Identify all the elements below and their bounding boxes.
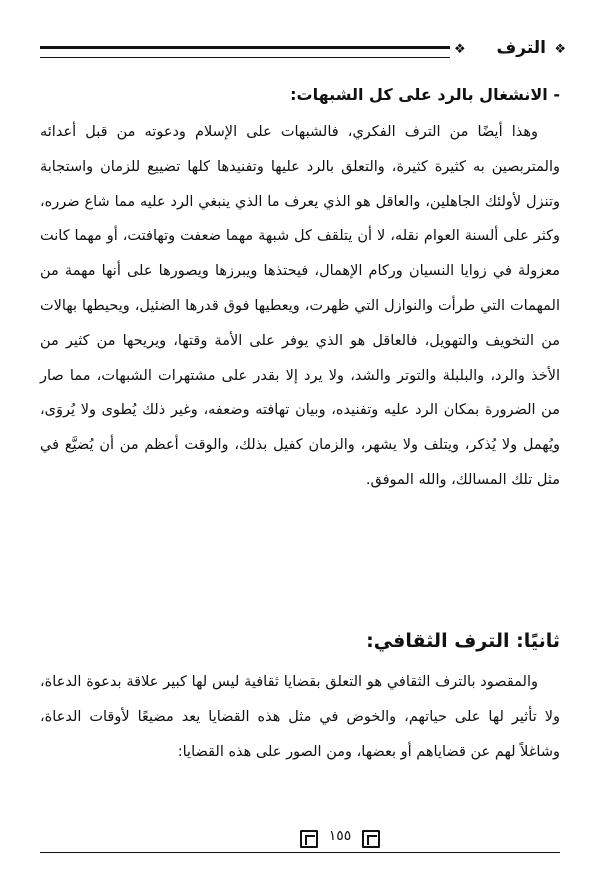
ornament-icon: ❖ <box>454 42 466 57</box>
section-subheading: - الانشغال بالرد على كل الشبهات: <box>290 85 560 104</box>
page-footer <box>40 824 560 854</box>
section-heading: ثانيًا: الترف الثقافي: <box>366 630 560 652</box>
header-title-wrap <box>452 38 566 64</box>
header-rule <box>40 46 450 58</box>
ornament-icon: ❖ <box>554 42 566 57</box>
running-header <box>40 38 566 68</box>
book-icon <box>300 830 318 848</box>
book-icon <box>362 830 380 848</box>
footer-rule <box>40 852 560 853</box>
page-number: ١٥٥ <box>328 828 352 844</box>
running-title: الترف <box>496 38 546 58</box>
paragraph: وهذا أيضًا من الترف الفكري، فالشبهات على الإسلام ودعوته من قبل أعدائه والمتربصين به كثيرة كثيرة، والتعلق بالرد عليها وتفنيدها كلها تضييع للزمان واستجابة وتنزل لأولئك الجاهلين، والعاقل هو الذي يعرف ما الذي ينبغي الرد عليه مما شاع ضرره، وكثر على ألسنة العوام نقله، لا أن يتلقف كل شبهة مهما ضعفت وتهافتت، أو مهما كانت معزولة في زوايا النسيان وركام الإهمال، فيحتذها ويبرزها ويصورها على أنها مهمة من المهمات التي طرأت والنوازل التي ظهرت، ويعطيها فوق قدرها الضئيل، ويحيطها بهالات من التخويف والتهويل، فالعاقل هو الذي يوفر على الأمة وقتها، ويريحها من كثير من الأخذ والرد، والبلبلة والتوتر والشد، ولا يرد إلا بقدر على مشتهرات الشبهات، مما صار من الضرورة بمكان الرد عليه وتفنيده، وبيان تهافته وضعفه، وغير ذلك يُطوى ولا يُروَى، ويُهمل ولا يُذكر، ويتلف ولا يشهر، والزمان كفيل بذلك، والوقت أعظم من أن يُضيَّع في مثل تلك المسالك، والله الموفق. <box>40 124 560 488</box>
paragraph: والمقصود بالترف الثقافي هو التعلق بقضايا ثقافية ليس لها كبير علاقة بدعوة الدعاة، ولا تأثير لها على حياتهم، والخوض في مثل هذه القضايا يعد مضيعًا لأوقات الدعاة، وشاغلاً لهم عن قضاياهم أو بعضها، ومن الصور على هذه القضايا: <box>40 674 560 760</box>
page-number-box <box>300 828 380 850</box>
